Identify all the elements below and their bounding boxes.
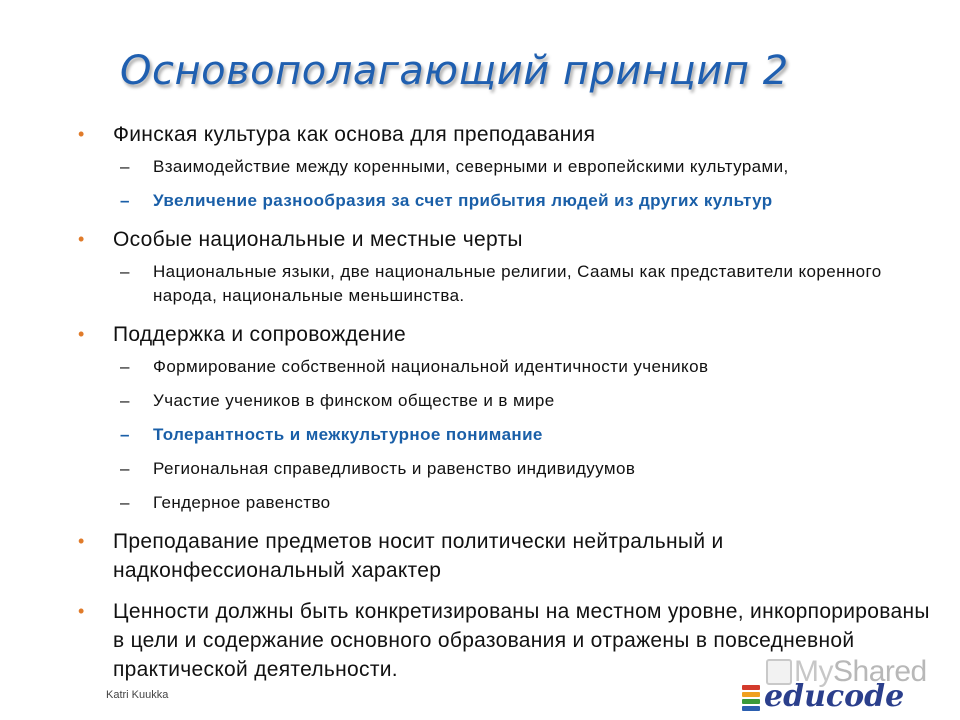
slide-title: Основополагающий принцип 2 [120,48,789,94]
dash-icon: – [120,391,130,410]
dash-icon: – [120,357,130,376]
sub-item [78,389,938,413]
dash-icon: – [120,157,130,176]
sub-item [78,260,938,308]
dash-icon: – [120,262,130,281]
bullet-item [78,320,938,349]
bullet-text: Преподавание предметов носит политически нейтральный и надконфессиональный характер [113,530,724,582]
educode-logo: educode [764,679,905,714]
myshared-prefix: My [794,655,833,688]
bullet-text: Поддержка и сопровождение [113,323,406,346]
sub-text: Формирование собственной национальной идентичности учеников [153,357,709,376]
bullet-item [78,225,938,254]
sub-item [78,155,938,179]
sub-item [78,457,938,481]
sub-text: Увеличение разнообразия за счет прибытия людей из других культур [153,191,773,210]
sub-text: Региональная справедливость и равенство индивидуумов [153,459,636,478]
bullet-item [78,527,938,585]
bullet-icon: • [78,124,85,144]
sub-text: Взаимодействие между коренными, северными и европейскими культурами, [153,157,789,176]
dash-icon: – [120,493,130,512]
dash-icon: – [120,459,130,478]
myshared-suffix: Shared [833,655,927,688]
slide-content [78,120,938,684]
bullet-text: Особые национальные и местные черты [113,228,523,251]
dash-icon: – [120,425,130,444]
bullet-text: Ценности должны быть конкретизированы на местном уровне, инкорпорированы в цели и содержание основного образования и отражены в повседневной практической деятельности. [113,600,930,681]
sub-text: Толерантность и межкультурное понимание [153,425,543,444]
book-stripe [742,706,760,711]
sub-item-highlighted [78,423,938,447]
bullet-icon: • [78,229,85,249]
book-stripe [742,699,760,704]
sub-text: Участие учеников в финском обществе и в мире [153,391,555,410]
bullet-icon: • [78,324,85,344]
dash-icon: – [120,191,130,210]
bullet-text: Финская культура как основа для преподавания [113,123,596,146]
book-stripe [742,692,760,697]
bullet-icon: • [78,601,85,621]
watermark-logo [740,653,950,713]
sub-text: Национальные языки, две национальные религии, Саамы как представители коренного народа, национальные меньшинства. [153,262,882,305]
sub-item [78,491,938,515]
sub-item-highlighted [78,189,938,213]
books-icon [742,685,760,713]
bullet-icon: • [78,531,85,551]
sub-text: Гендерное равенство [153,493,331,512]
book-stripe [742,685,760,690]
sub-item [78,355,938,379]
bullet-item [78,120,938,149]
author-footer: Katri Kuukka [106,689,169,701]
